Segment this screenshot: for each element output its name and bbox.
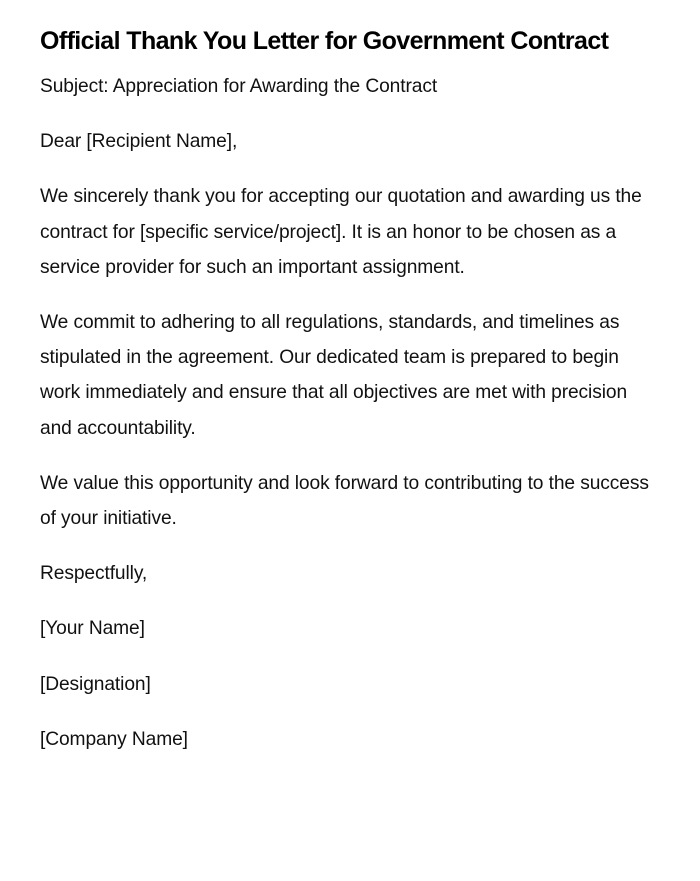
signature-company: [Company Name] — [40, 728, 188, 750]
letter-subject: Subject: Appreciation for Awarding the Contract — [40, 76, 438, 97]
letter-paragraph-2: We commit to adhering to all regulations, standards, and timelines as stipulated in the agreement. Our dedicated team is prepared to begin work immediately and ensure that all objectives are met with precision and accountability. — [40, 312, 628, 439]
letter-salutation: Dear [Recipient Name], — [40, 131, 238, 153]
signature-designation: [Designation] — [40, 673, 151, 695]
letter-paragraph-1: We sincerely thank you for accepting our quotation and awarding us the contract for [specific service/project]. It is an honor to be chosen as a service provider for such an important assignment. — [40, 186, 642, 278]
letter-document — [40, 19, 650, 777]
letter-title: Official Thank You Letter for Government Contract — [40, 27, 609, 55]
letter-paragraph-3: We value this opportunity and look forward to contributing to the success of your initiative. — [40, 472, 649, 530]
letter-closing: Respectfully, — [40, 563, 148, 585]
signature-name: [Your Name] — [40, 618, 145, 640]
